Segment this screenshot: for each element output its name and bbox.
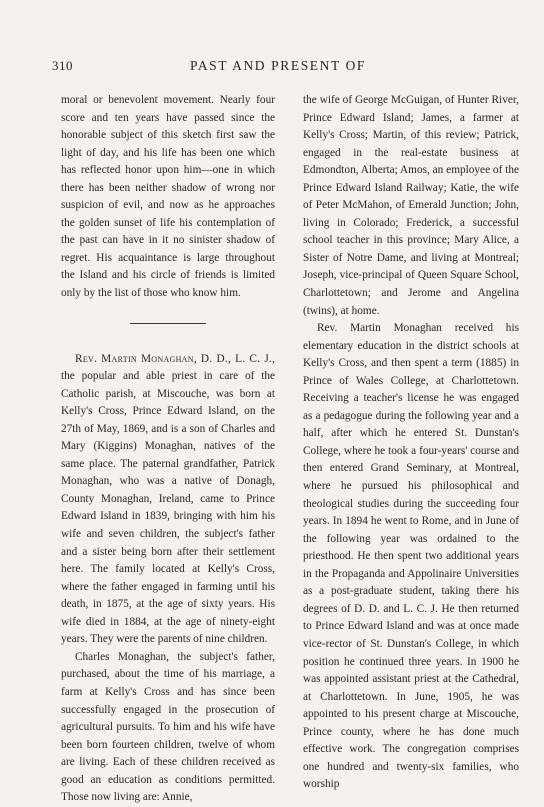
right-column [303,92,519,794]
left-column [61,92,275,807]
page-number: 310 [52,58,73,73]
paragraph-biography-intro [61,351,275,649]
paragraph-father: Charles Monaghan, the subject's father, purchased, about the time of his marriage, a farm at Kelly's Cross and has since been successfully engaged in the prosecution of agricultural pursuits. To him and his wife have been born fourteen children, twelve of whom are living. Each of these children received as good an education as conditions permitted. Those now living are: Annie, [61,650,275,804]
biography-intro-text: , the popular and able priest in care of the Catholic parish, at Miscouche, was born at Kelly's Cross, Prince Edward Island, on the 27th of May, 1869, and is a son of Charles and Mary (Kiggins) Monaghan, natives of the same place. The paternal grandfather, Patrick Monaghan, who was a native of Donagh, County Monaghan, Ireland, came to Prince Edward Island in 1839, bringing with him his wife and seven children, the subject's father and a sister being born after their settlement here. The family located at Kelly's Cross, where the father engaged in farming until his death, in 1875, at the age of sixty years. His wife died in 1884, at the age of ninety-eight years. They were the parents of nine children. [61,352,275,646]
section-divider [130,323,206,324]
paragraph-education-career: Rev. Martin Monaghan received his elementary education in the district schools at Kelly's Cross, and then spent a term (1885) in Prince of Wales College, at Charlottetown. Receiving a teacher's license he was engaged as a pedagogue during the following year and a half, after which he entered St. Dunstan's College, where he took a four-years' course and then entered Grand Seminary, at Montreal, where he pursued his philosophical and theological studies during the succeeding four years. In 1894 he went to Rome, and in June of the following year was ordained to the priesthood. He then spent two additional years in the Propaganda and Appolinaire Universities as a post-graduate student, taking there his degrees of D. D. and L. C. J. He then returned to Prince Edward Island and was at once made vice-rector of St. Dunstan's College, in which position he continued three years. In 1900 he was appointed assistant priest at the Cathedral, at Charlottetown. In June, 1905, he was appointed to his present charge at Miscouche, Prince county, where he has done much effective work. The congregation comprises one hundred and twenty-six families, who worship [303,322,519,791]
paragraph-closing-sketch: moral or benevolent movement. Nearly four score and ten years have passed since the honorable subject of this sketch first saw the light of day, and his life has been one which has reflected honor upon him—one in which there has been neither shadow of wrong nor suspicion of evil, and now as he approaches the golden sunset of life his contemplation of the past can have in it no sinister shadow of regret. His acquaintance is large throughout the Island and his circle of friends is limited only by the list of those who know him. [61,94,275,300]
running-title: PAST AND PRESENT OF [189,58,367,73]
biography-subject-name: Rev. Martin Monaghan, D. D., L. C. J. [75,352,273,365]
paragraph-children-list: the wife of George McGuigan, of Hunter River, Prince Edward Island; James, a farmer at Kelly's Cross; Martin, of this review; Patrick, engaged in the real-estate business at Edmondton, Alberta; Amos, an employee of the Prince Edward Island Railway; Katie, the wife of Peter McMahon, of Emerald Junction; John, living in Colorado; Frederick, a successful school teacher in this province; Mary Alice, a Sister of Notre Dame, and living at Montreal; Joseph, vice-principal of Queen Square School, Charlottetown; and Jerome and Angelina (twins), at home. [303,94,519,317]
page-header [52,58,504,78]
